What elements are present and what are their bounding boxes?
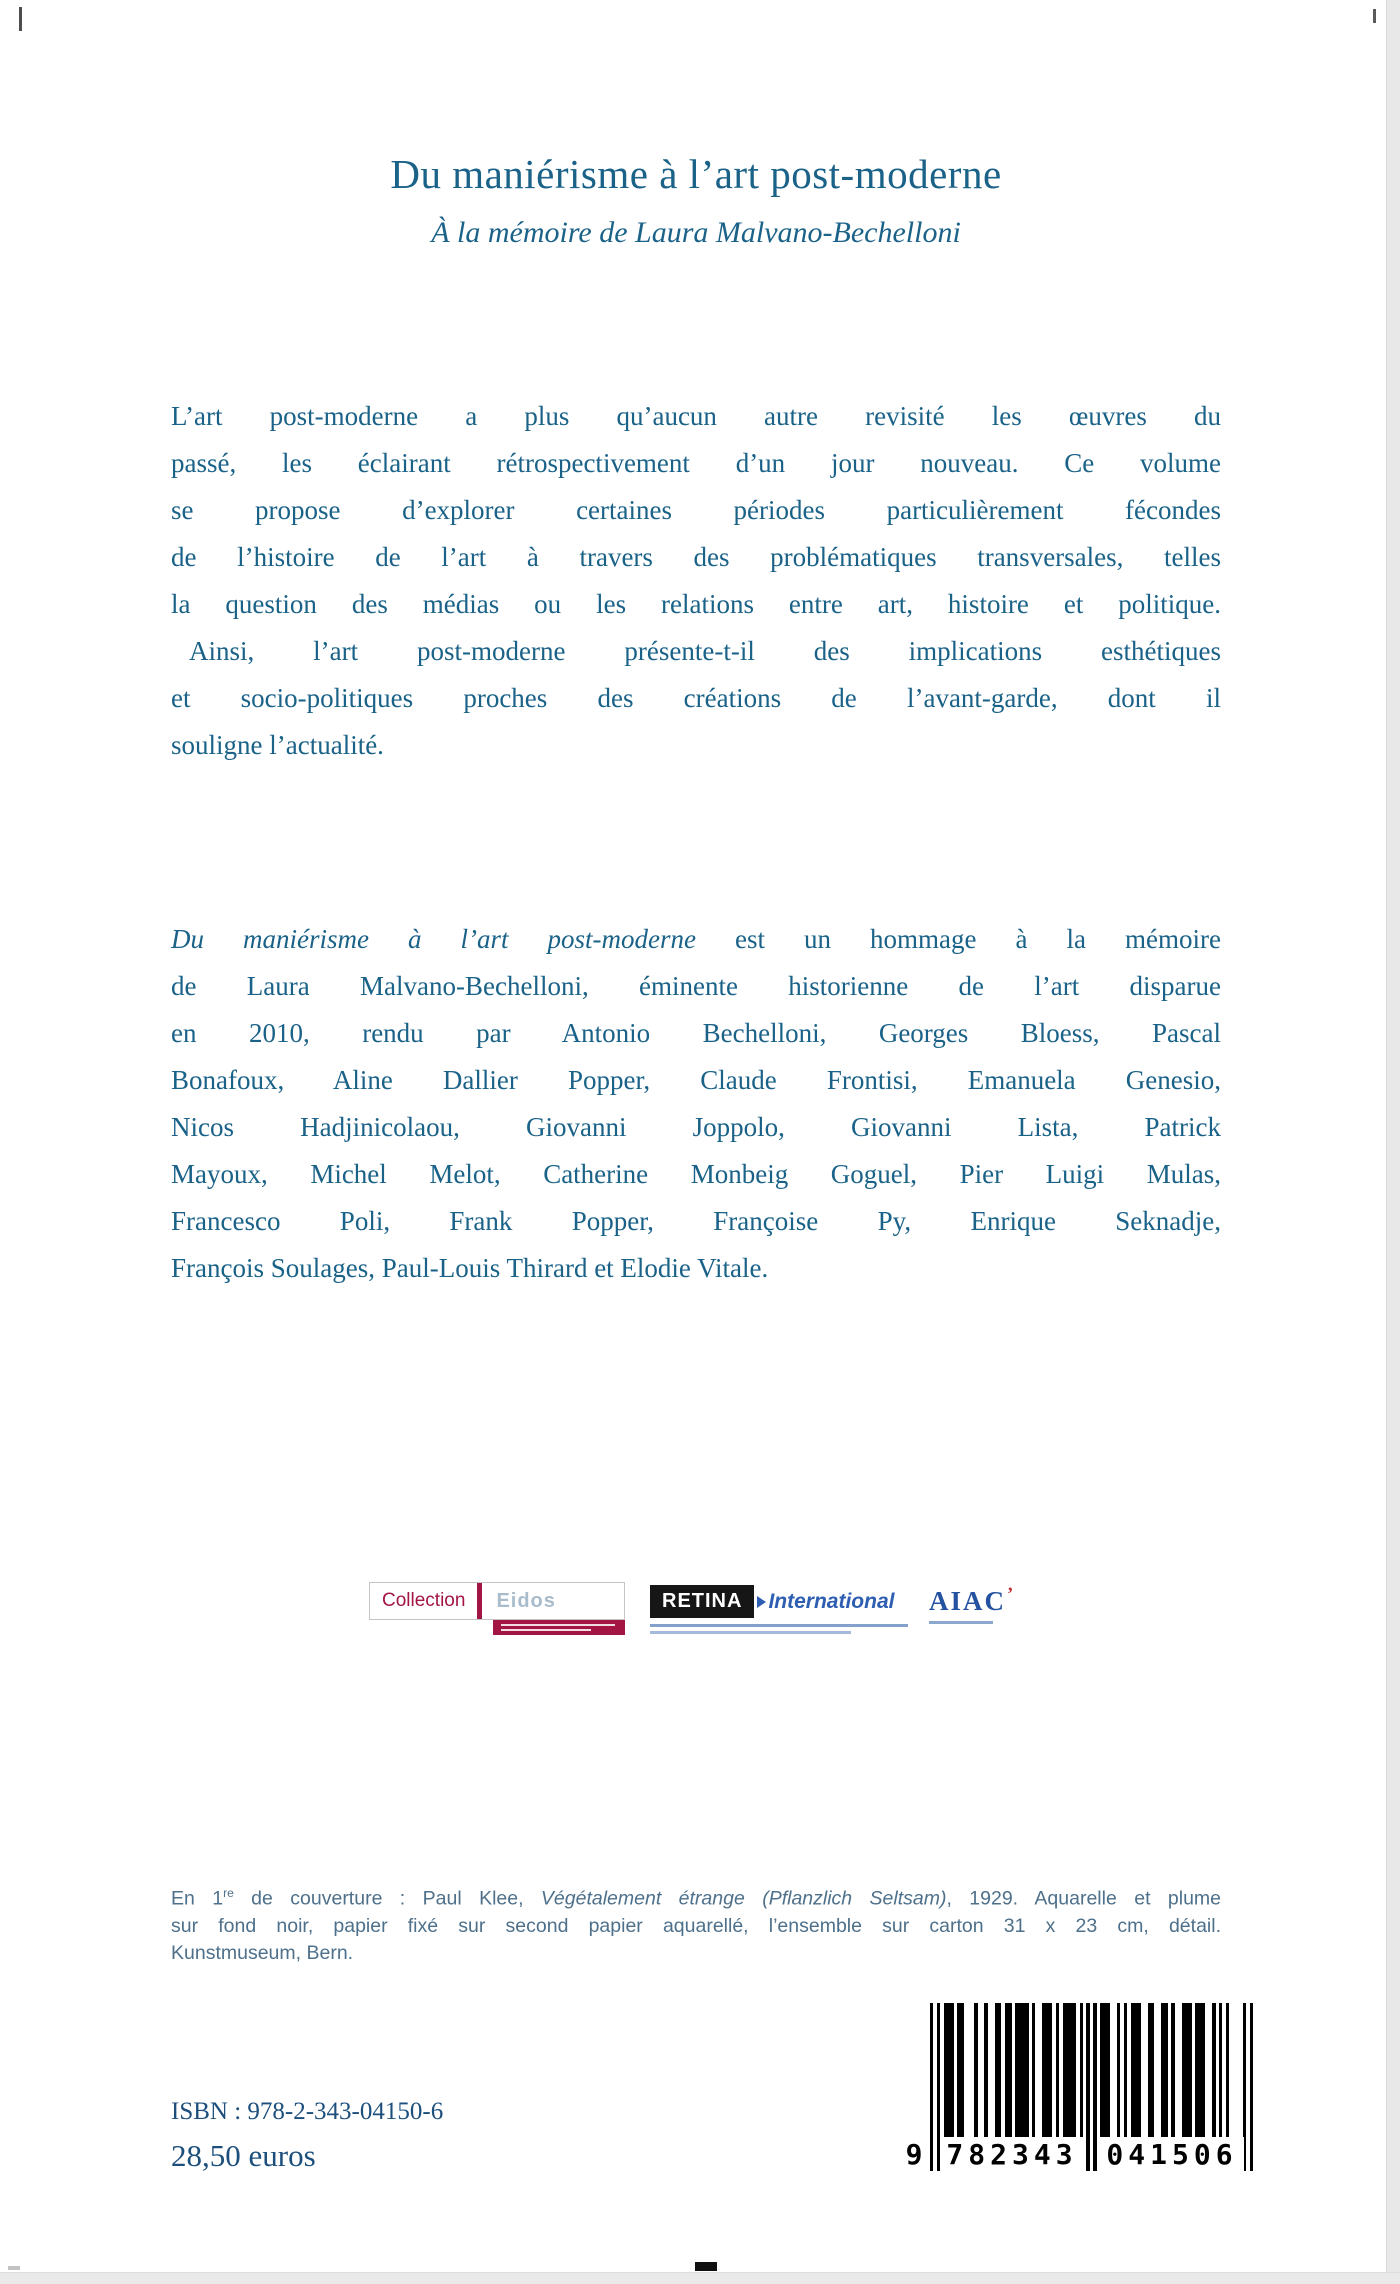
retina-wordmark: [650, 1585, 908, 1618]
tribute-paragraph: [171, 916, 1221, 1292]
crop-mark-top-left: [19, 7, 22, 31]
collection-eidos-box: [369, 1582, 625, 1620]
text-line: Kunstmuseum, Bern.: [171, 1941, 354, 1964]
tribute-lines: [171, 963, 1221, 1292]
tribute-book-title: Du maniérisme à l’art post-moderne: [171, 924, 697, 954]
scan-edge-right: [1386, 0, 1400, 2284]
retina-arrow-icon: [757, 1596, 766, 1608]
barcode-left-group: 782343: [940, 2137, 1084, 2173]
text-line: sur fond noir, papier fixé sur second papier aquarellé, l’ensemble sur carton 31 x 23 cm, détail.: [171, 1914, 1221, 1937]
barcode: [900, 2003, 1260, 2175]
tribute-first-line: [171, 916, 1221, 963]
book-subtitle: À la mémoire de Laura Malvano-Bechelloni: [431, 216, 961, 249]
crop-mark-top-right: [1373, 9, 1376, 23]
text-line: la question des médias ou les relations entre art, histoire et politique.: [171, 589, 1221, 619]
barcode-bar: [1250, 2003, 1253, 2171]
text-line: Bonafoux, Aline Dallier Popper, Claude Frontisi, Emanuela Genesio,: [171, 1065, 1221, 1095]
barcode-first-digit: 9: [900, 2137, 928, 2173]
collection-label: Collection: [382, 1590, 466, 1611]
retina-label: RETINA: [650, 1585, 754, 1618]
text-line: Francesco Poli, Frank Popper, Françoise Py, Enrique Seknadje,: [171, 1206, 1221, 1236]
crop-mark-bottom-left: [8, 2266, 20, 2270]
text-line: Nicos Hadjinicolaou, Giovanni Joppolo, Giovanni Lista, Patrick: [171, 1112, 1221, 1142]
aiac-wordmark: [929, 1584, 1015, 1617]
collection-tagline-strip: [493, 1620, 625, 1635]
text-line: L’art post-moderne a plus qu’aucun autre revisité les œuvres du: [171, 401, 1221, 431]
tribute-first-line-rest: est un hommage à la mémoire: [696, 924, 1221, 954]
retina-tagline-line2: [650, 1631, 851, 1634]
synopsis-paragraph: [171, 393, 1221, 769]
cover-note-superscript: re: [223, 1886, 234, 1900]
cover-note-text-b: de couverture : Paul Klee,: [233, 1887, 541, 1910]
barcode-bar: [930, 2003, 933, 2171]
retina-international-label: International: [768, 1589, 895, 1613]
price-text: 28,50 euros: [171, 2138, 316, 2173]
collection-name: Eidos: [496, 1589, 556, 1612]
text-line: Mayoux, Michel Melot, Catherine Monbeig Goguel, Pier Luigi Mulas,: [171, 1159, 1221, 1189]
aiac-tagline: [929, 1621, 993, 1624]
text-line: et socio-politiques proches des créations de l’avant-garde, dont il: [171, 683, 1221, 713]
cover-note-text-c: , 1929. Aquarelle et plume: [946, 1887, 1221, 1910]
cover-note-line1: [171, 1880, 1221, 1913]
retina-international-logo: [650, 1585, 908, 1634]
aiac-logo: [929, 1584, 1015, 1624]
cover-note: [171, 1880, 1221, 1967]
registration-mark-bottom: [695, 2262, 717, 2271]
text-line: Ainsi, l’art post-moderne présente-t-il des implications esthétiques: [189, 636, 1221, 666]
text-line: souligne l’actualité.: [171, 730, 384, 760]
retina-tagline: [650, 1624, 908, 1634]
scan-edge-bottom: [0, 2272, 1400, 2284]
text-line: se propose d’explorer certaines périodes particulièrement fécondes: [171, 495, 1221, 525]
text-line: de Laura Malvano-Bechelloni, éminente historienne de l’art disparue: [171, 971, 1221, 1001]
isbn-text: ISBN : 978-2-343-04150-6: [171, 2098, 444, 2125]
book-title: Du maniérisme à l’art post-moderne: [390, 151, 1002, 197]
cover-note-text-a: En 1: [171, 1887, 224, 1910]
barcode-bar: [1086, 2003, 1089, 2171]
barcode-bar: [1093, 2003, 1096, 2171]
text-line: en 2010, rendu par Antonio Bechelloni, Georges Bloess, Pascal: [171, 1018, 1221, 1048]
text-line: François Soulages, Paul-Louis Thirard et Elodie Vitale.: [171, 1253, 769, 1283]
collection-eidos-logo: [369, 1582, 625, 1635]
aiac-label: AIAC: [929, 1586, 1007, 1616]
barcode-right-group: 041506: [1100, 2137, 1244, 2173]
aiac-red-mark: ’: [1007, 1584, 1016, 1605]
text-line: passé, les éclairant rétrospectivement d’un jour nouveau. Ce volume: [171, 448, 1221, 478]
text-line: de l’histoire de l’art à travers des problématiques transversales, telles: [171, 542, 1221, 572]
artwork-title: Végétalement étrange (Pflanzlich Seltsam): [540, 1887, 947, 1910]
cover-note-lines: [171, 1913, 1221, 1967]
retina-tagline-line1: [650, 1624, 908, 1627]
